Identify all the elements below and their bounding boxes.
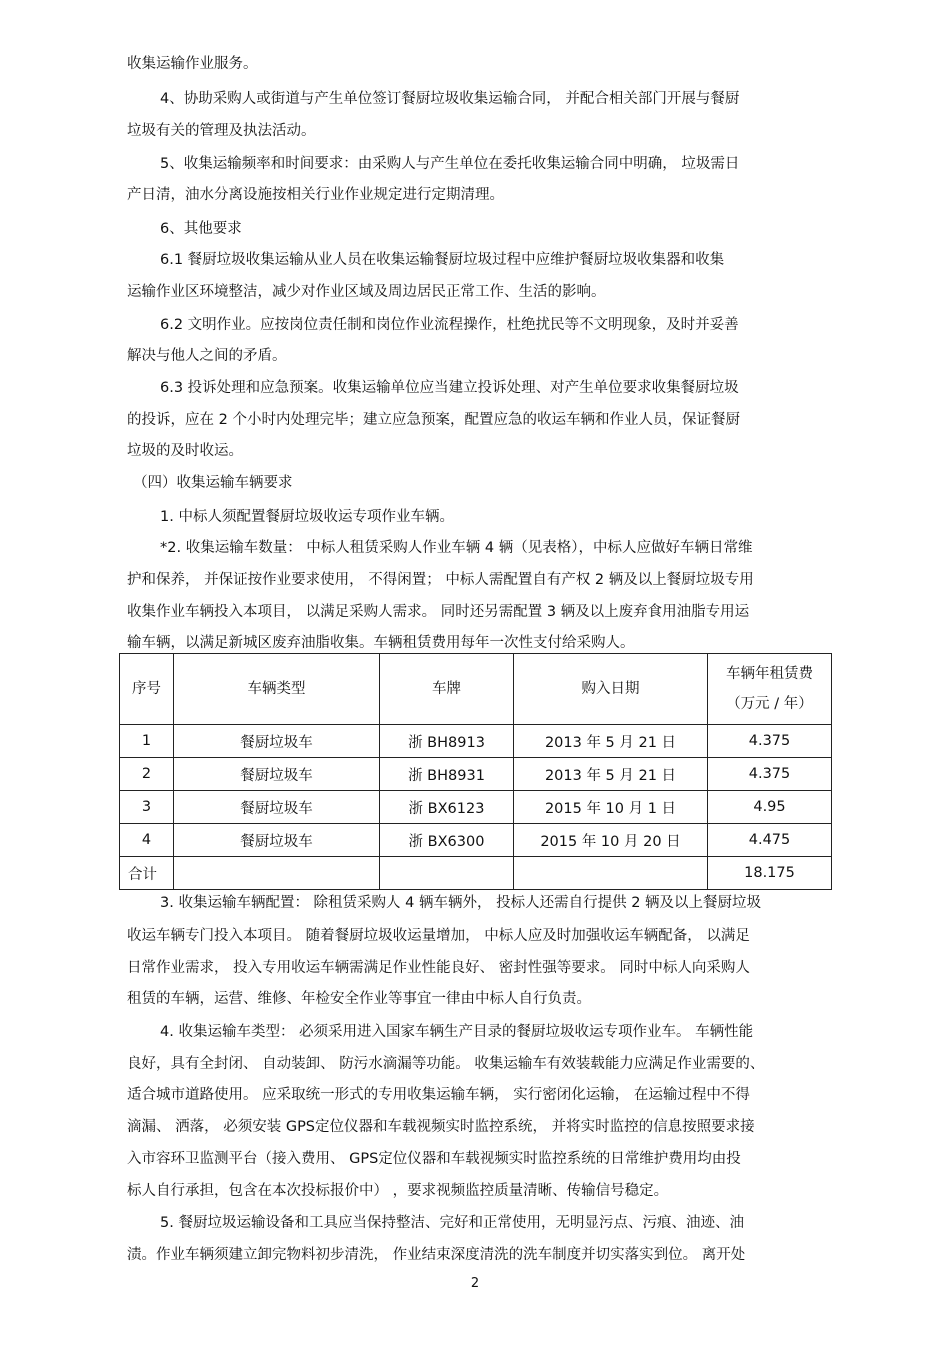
section-heading: 6、其他要求 [160, 221, 242, 237]
table-row [120, 824, 832, 857]
body-line: 3. 收集运输车辆配置： 除租赁采购人 4 辆车辆外， 投标人还需自行提供 2 辆及以上餐厨垃圾 [160, 895, 762, 911]
body-line: 收集运输作业服务。 [127, 56, 258, 72]
cell-vehicle-type: 餐厨垃圾车 [174, 824, 380, 857]
cell-empty [380, 857, 514, 890]
body-line: 标人自行承担，包含在本次投标报价中） ，要求视频监控质量清晰、传输信号稳定。 [127, 1183, 669, 1199]
cell-plate: 浙 BH8913 [380, 725, 514, 758]
header-rental-fee-line2: （万元 / 年） [726, 696, 813, 712]
cell-plate: 浙 BX6300 [380, 824, 514, 857]
body-line: 垃圾有关的管理及执法活动。 [127, 123, 316, 139]
body-line: 日常作业需求， 投入专用收运车辆需满足作业性能良好、 密封性强等要求。 同时中标人向采购人 [127, 960, 750, 976]
cell-plate: 浙 BH8931 [380, 758, 514, 791]
cell-empty [514, 857, 708, 890]
header-purchase-date: 购入日期 [514, 654, 708, 725]
cell-plate: 浙 BX6123 [380, 791, 514, 824]
vehicle-rental-table [119, 653, 832, 890]
header-seq: 序号 [120, 654, 174, 725]
body-line: *2. 收集运输车数量： 中标人租赁采购人作业车辆 4 辆（见表格），中标人应做好车辆日常维 [160, 540, 753, 556]
body-line: 护和保养， 并保证按作业要求使用， 不得闲置； 中标人需配置自有产权 2 辆及以上餐厨垃圾专用 [127, 572, 754, 588]
body-line: 6.2 文明作业。应按岗位责任制和岗位作业流程操作，杜绝扰民等不文明现象，及时并妥善 [160, 317, 739, 333]
header-plate: 车牌 [380, 654, 514, 725]
body-line: 输车辆，以满足新城区废弃油脂收集。车辆租赁费用每年一次性支付给采购人。 [127, 635, 635, 651]
page-number: 2 [470, 1276, 480, 1291]
body-line: 4. 收集运输车类型： 必须采用进入国家车辆生产目录的餐厨垃圾收运专项作业车。 车辆性能 [160, 1024, 754, 1040]
cell-seq: 3 [120, 791, 174, 824]
body-line: 运输作业区环境整洁，减少对作业区域及周边居民正常工作、生活的影响。 [127, 284, 606, 300]
header-vehicle-type: 车辆类型 [174, 654, 380, 725]
header-rental-fee [708, 654, 832, 725]
body-line: 的投诉，应在 2 个小时内处理完毕；建立应急预案，配置应急的收运车辆和作业人员，保证餐厨 [127, 412, 740, 428]
body-line: 滴漏、 洒落， 必须安装 GPS定位仪器和车载视频实时监控系统， 并将实时监控的信息按照要求接 [127, 1119, 755, 1135]
section-heading: （四）收集运输车辆要求 [133, 475, 293, 491]
cell-empty [174, 857, 380, 890]
cell-vehicle-type: 餐厨垃圾车 [174, 791, 380, 824]
body-line: 入市容环卫监测平台（接入费用、 GPS定位仪器和车载视频实时监控系统的日常维护费用均由投 [127, 1151, 741, 1167]
cell-purchase-date: 2015 年 10 月 20 日 [514, 824, 708, 857]
cell-total-label: 合计 [120, 857, 174, 890]
body-line: 5. 餐厨垃圾运输设备和工具应当保持整洁、完好和正常使用，无明显污点、污痕、油迹、油 [160, 1215, 744, 1231]
table-row [120, 725, 832, 758]
cell-rental-fee: 4.95 [708, 791, 832, 824]
cell-vehicle-type: 餐厨垃圾车 [174, 758, 380, 791]
body-line: 产日清，油水分离设施按相关行业作业规定进行定期清理。 [127, 187, 504, 203]
body-line: 租赁的车辆，运营、维修、年检安全作业等事宜一律由中标人自行负责。 [127, 991, 591, 1007]
body-line: 渍。作业车辆须建立卸完物料初步清洗， 作业结束深度清洗的洗车制度并切实落实到位。 离开处 [127, 1247, 746, 1263]
cell-rental-fee: 4.475 [708, 824, 832, 857]
cell-purchase-date: 2013 年 5 月 21 日 [514, 725, 708, 758]
cell-rental-fee: 4.375 [708, 725, 832, 758]
body-line: 6.1 餐厨垃圾收集运输从业人员在收集运输餐厨垃圾过程中应维护餐厨垃圾收集器和收集 [160, 252, 725, 268]
body-line: 解决与他人之间的矛盾。 [127, 348, 287, 364]
cell-seq: 2 [120, 758, 174, 791]
body-line: 6.3 投诉处理和应急预案。收集运输单位应当建立投诉处理、对产生单位要求收集餐厨垃圾 [160, 380, 739, 396]
body-line: 良好，具有全封闭、 自动装卸、 防污水滴漏等功能。 收集运输车有效装载能力应满足作业需要的、 [127, 1056, 765, 1072]
body-line: 垃圾的及时收运。 [127, 443, 243, 459]
table-header-row [120, 654, 832, 725]
cell-purchase-date: 2013 年 5 月 21 日 [514, 758, 708, 791]
body-line: 4、协助采购人或街道与产生单位签订餐厨垃圾收集运输合同， 并配合相关部门开展与餐厨 [160, 91, 740, 107]
cell-rental-fee: 4.375 [708, 758, 832, 791]
header-rental-fee-line1: 车辆年租赁费 [726, 666, 813, 682]
cell-total-fee: 18.175 [708, 857, 832, 890]
table-row [120, 758, 832, 791]
cell-seq: 4 [120, 824, 174, 857]
body-line: 适合城市道路使用。 应采取统一形式的专用收集运输车辆， 实行密闭化运输， 在运输过程中不得 [127, 1087, 750, 1103]
body-line: 5、收集运输频率和时间要求：由采购人与产生单位在委托收集运输合同中明确， 垃圾需日 [160, 156, 740, 172]
body-line: 收集作业车辆投入本项目， 以满足采购人需求。 同时还另需配置 3 辆及以上废弃食用油脂专用运 [127, 604, 750, 620]
cell-vehicle-type: 餐厨垃圾车 [174, 725, 380, 758]
body-line: 1. 中标人须配置餐厨垃圾收运专项作业车辆。 [160, 509, 454, 525]
body-line: 收运车辆专门投入本项目。 随着餐厨垃圾收运量增加， 中标人应及时加强收运车辆配备， 以满足 [127, 928, 750, 944]
table-row [120, 791, 832, 824]
cell-seq: 1 [120, 725, 174, 758]
table-total-row [120, 857, 832, 890]
cell-purchase-date: 2015 年 10 月 1 日 [514, 791, 708, 824]
